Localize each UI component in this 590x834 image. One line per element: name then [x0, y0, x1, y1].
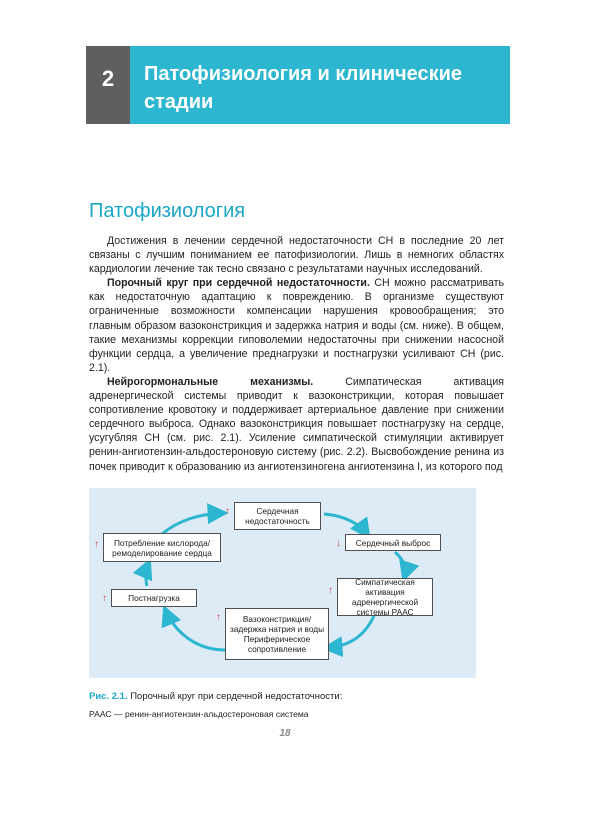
node-oxygen-consumption — [103, 533, 221, 562]
node-vasoconstriction-line-1: Вазоконстрикция/ — [242, 614, 312, 624]
node-afterload: Постнагрузка — [111, 589, 197, 607]
node-cardiac-output: Сердечный выброс — [345, 534, 441, 551]
node-vasoconstriction-line-2: задержка натрия и воды — [229, 624, 325, 634]
paragraph-3-heading: Нейрогормональные механизмы. — [107, 375, 314, 388]
node-vasoconstriction — [225, 608, 329, 660]
section-title: Патофизиология — [89, 200, 246, 222]
node-heart-failure: Сердечная недостаточность — [234, 502, 321, 530]
chapter-title-line-1: Патофизиология и клинические — [144, 63, 463, 85]
chapter-header — [86, 46, 510, 124]
figure-caption-label: Рис. 2.1. — [89, 691, 128, 702]
arrow-oxygen-to-heart-failure — [162, 513, 224, 534]
paragraph-2 — [89, 276, 504, 375]
figure-caption-note: РААС — ренин-ангиотензин-альдостероновая система — [89, 709, 309, 719]
arrow-afterload-to-oxygen — [146, 562, 149, 586]
increase-arrow-vasoconstriction: ↑ — [216, 612, 221, 623]
arrow-output-to-sympathetic — [395, 552, 405, 578]
paragraph-2-heading: Порочный круг при сердечной недостаточности. — [107, 277, 370, 290]
page-number: 18 — [279, 728, 291, 739]
paragraph-3-text: Симпатическая активация адренергической системы приводит к вазоконстрикции, которая повышает сопротивление кровотоку и поддерживает артериальное давление при снижении сердечного выброса. Однако вазоконстрикция повышает постнагрузку на сердце, усугубляя СН (см. рис. 2.1). Усиление симпатической стимуляции активирует ренин-ангиотензин-альдостероновую систему (рис. 2.2). Высвобождение ренина из почек приводит к образованию из ангиотензиногена ангиотензина I, из которого под — [89, 375, 504, 473]
paragraph-1: Достижения в лечении сердечной недостаточности СН в последние 20 лет связаны с лучшим пониманием ее патофизиологии. Лишь в немногих областях кардиологии лечение так тесно связано с результатами научных исследований. — [89, 235, 504, 276]
figure-caption-text: Порочный круг при сердечной недостаточности: — [127, 691, 343, 702]
node-oxygen-line-2: ремоделирование сердца — [112, 547, 212, 558]
node-oxygen-line-1: Потребление кислорода/ — [113, 537, 211, 548]
increase-arrow-oxygen: ↑ — [94, 539, 99, 550]
body-text — [89, 234, 504, 474]
decrease-arrow-cardiac-output: ↓ — [336, 538, 341, 549]
increase-arrow-heart-failure: ↑ — [225, 506, 230, 517]
paragraph-3 — [89, 375, 504, 474]
chapter-title-line-2: стадии — [144, 91, 214, 113]
node-vasoconstriction-line-4: сопротивление — [247, 644, 307, 654]
increase-arrow-sympathetic: ↑ — [328, 585, 333, 596]
vicious-circle-diagram — [89, 488, 476, 678]
chapter-number: 2 — [86, 46, 130, 124]
increase-arrow-afterload: ↑ — [102, 593, 107, 604]
node-sympathetic-activation: Симпатическая активация адренергической системы РААС — [337, 578, 433, 616]
paragraph-2-text: СН можно рассматривать как недостаточную адаптацию к повреждению. В организме существуют ограниченные возможности компенсации нарушения кровообращения; это главным образом вазоконстрикция и задержка натрия и воды (см. ниже). В общем, такие механизмы коррекции гиповолемии недостаточны при снижении насосной функции сердца, а увеличение преднагрузки и постнагрузки усиливают СН (рис. 2.1). — [89, 277, 504, 374]
chapter-title — [130, 46, 510, 124]
figure-caption — [89, 690, 509, 703]
arrow-sympathetic-to-vasoconstriction — [326, 616, 374, 648]
node-vasoconstriction-line-3: Периферическое — [243, 634, 311, 644]
arrow-heart-failure-to-output — [324, 514, 368, 536]
